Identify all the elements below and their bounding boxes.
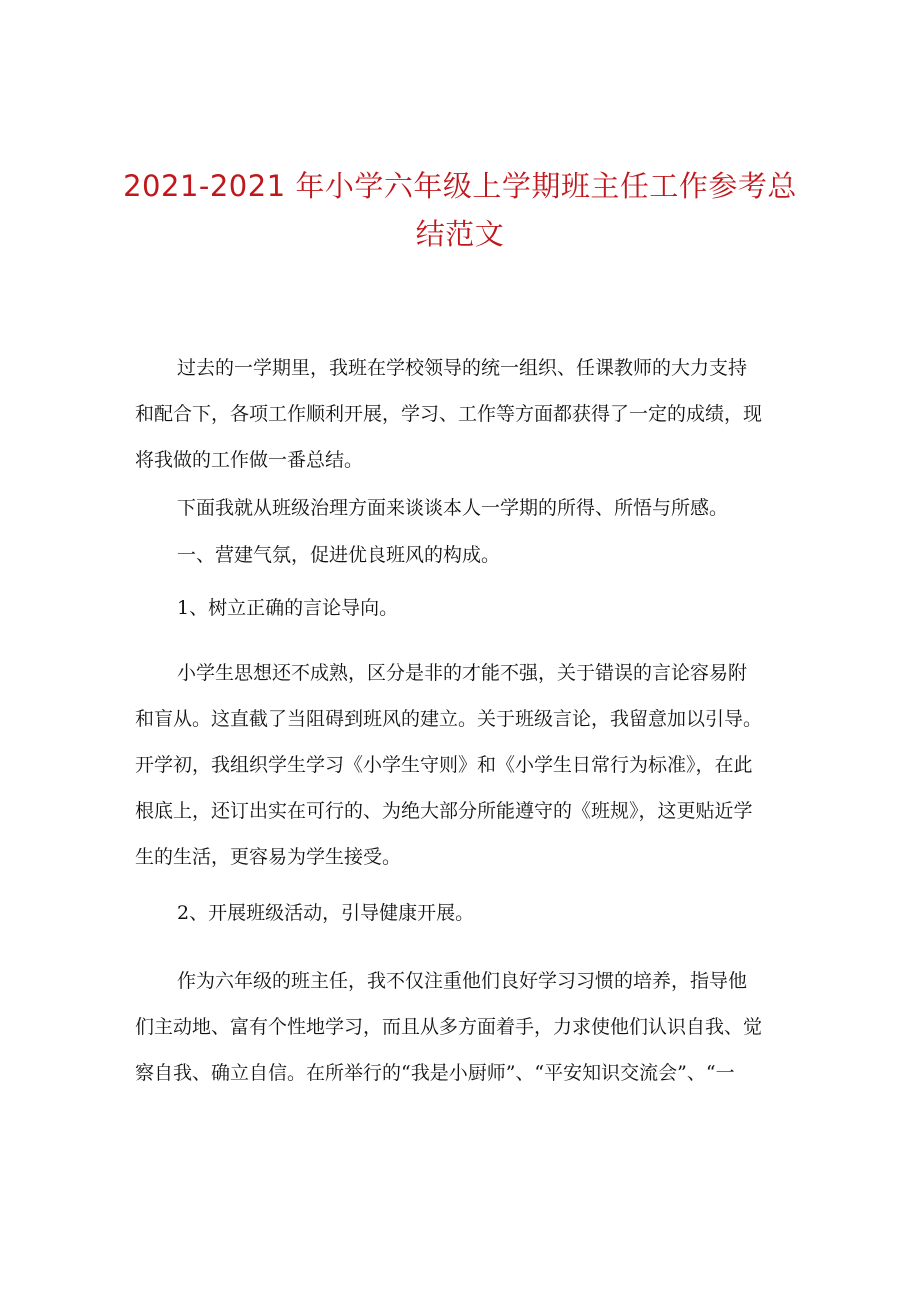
document-title-line-2: 结范文 — [415, 217, 505, 251]
heading-text: 2、开展班级活动，引导健康开展。 — [177, 902, 475, 924]
paragraph-line: 开学初，我组织学生学习《小学生守则》和《小学生日常行为标准》，在此 — [135, 754, 753, 776]
intro-paragraph — [135, 345, 791, 483]
body-paragraph-2 — [135, 958, 791, 1096]
body-paragraph-1 — [135, 650, 791, 880]
paragraph-line: 作为六年级的班主任，我不仅注重他们良好学习习惯的培养，指导他 — [177, 970, 748, 992]
heading-text: 1、树立正确的言论导向。 — [177, 597, 399, 619]
document-title-line-1: 2021-2021 年小学六年级上学期班主任工作参考总 — [123, 169, 797, 203]
subsection-heading-2 — [135, 890, 791, 936]
paragraph-line: 们主动地、富有个性地学习，而且从多方面着手，力求使他们认识自我、觉 — [135, 1016, 763, 1038]
subsection-heading-1 — [135, 585, 791, 631]
heading-text: 一、营建气氛，促进优良班风的构成。 — [177, 544, 501, 566]
paragraph-line: 和配合下，各项工作顺利开展，学习、工作等方面都获得了一定的成绩，现 — [135, 403, 763, 425]
paragraph-line: 过去的一学期里，我班在学校领导的统一组织、任课教师的大力支持 — [177, 357, 748, 379]
paragraph-line: 将我做的工作做一番总结。 — [135, 449, 364, 471]
overview-paragraph — [135, 485, 791, 531]
paragraph-line: 生的生活，更容易为学生接受。 — [135, 846, 402, 868]
paragraph-line: 小学生思想还不成熟，区分是非的才能不强，关于错误的言论容易附 — [177, 662, 748, 684]
paragraph-line: 和盲从。这直截了当阻碍到班风的建立。关于班级言论，我留意加以引导。 — [135, 708, 763, 730]
paragraph-line: 察自我、确立自信。在所举行的“我是小厨师”、“平安知识交流会”、“一 — [135, 1062, 735, 1084]
paragraph-line: 根底上，还订出实在可行的、为绝大部分所能遵守的《班规》，这更贴近学 — [135, 800, 753, 822]
paragraph-line: 下面我就从班级治理方面来谈谈本人一学期的所得、所悟与所感。 — [177, 497, 729, 519]
section-heading-1 — [135, 532, 791, 578]
